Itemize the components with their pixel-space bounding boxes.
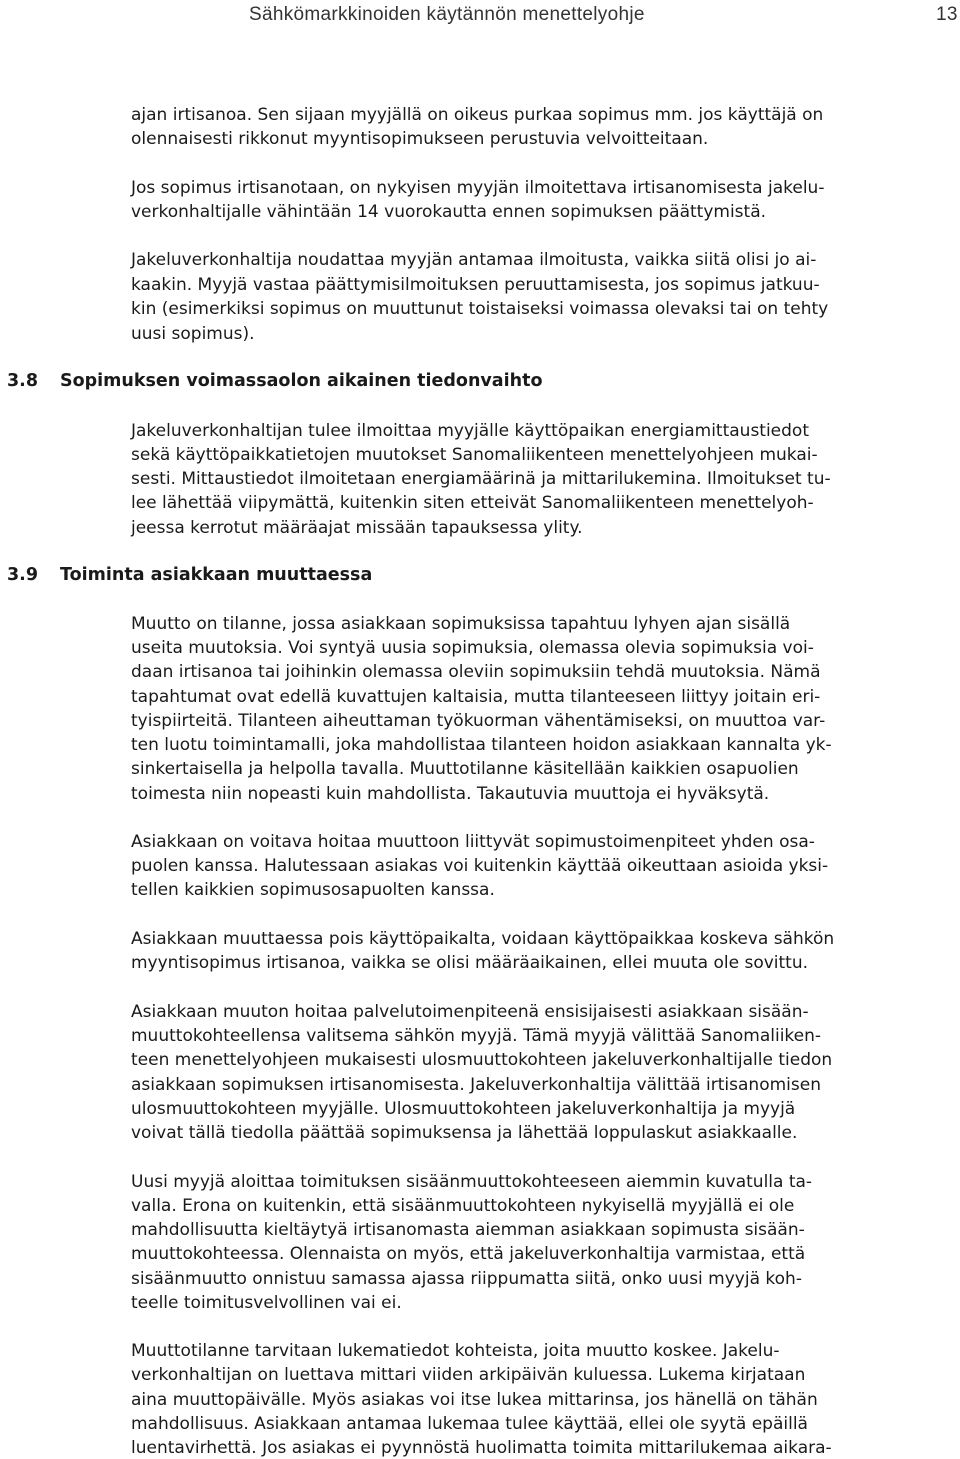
text-line: Muuttotilanne tarvitaan lukematiedot kohteista, joita muutto koskee. Jakelu-: [131, 1341, 780, 1361]
text-line: Asiakkaan muuton hoitaa palvelutoimenpiteenä ensisijaisesti asiakkaan sisään-: [131, 1002, 809, 1022]
text-line: sesti. Mittaustiedot ilmoitetaan energiamäärinä ja mittarilukemina. Ilmoitukset tu-: [131, 469, 831, 489]
text-line: kaakin. Myyjä vastaa päättymisilmoituksen peruuttamisesta, jos sopimus jatkuu-: [131, 275, 820, 295]
text-line: Uusi myyjä aloittaa toimituksen sisäänmuuttokohteeseen aiemmin kuvatulla ta-: [131, 1172, 813, 1192]
section-heading: Sopimuksen voimassaolon aikainen tiedonvaihto: [60, 371, 543, 391]
text-line: olennaisesti rikkonut myyntisopimukseen perustuvia velvoitteitaan.: [131, 129, 709, 149]
text-line: ulosmuuttokohteen myyjälle. Ulosmuuttokohteen jakeluverkonhaltija ja myyjä: [131, 1099, 796, 1119]
section-number: 3.8: [7, 371, 39, 391]
text-line: Jakeluverkonhaltija noudattaa myyjän antamaa ilmoitusta, vaikka siitä olisi jo ai-: [131, 250, 817, 270]
text-line: muuttokohteessa. Olennaista on myös, että jakeluverkonhaltija varmistaa, että: [131, 1244, 806, 1264]
text-line: Asiakkaan on voitava hoitaa muuttoon liittyvät sopimustoimenpiteet yhden osa-: [131, 832, 815, 852]
text-line: myyntisopimus irtisanoa, vaikka se olisi määräaikainen, ellei muuta ole sovittu.: [131, 953, 809, 973]
text-line: jeessa kerrotut määräajat missään tapauksessa ylity.: [131, 518, 583, 538]
text-line: luentavirhettä. Jos asiakas ei pyynnöstä huolimatta toimita mittarilukemaa aikara-: [131, 1438, 832, 1458]
text-line: mahdollisuutta kieltäytyä irtisanomasta aiemman asiakkaan sopimusta sisään-: [131, 1220, 805, 1240]
document-title: Sähkömarkkinoiden käytännön menettelyohje: [249, 4, 645, 25]
text-line: puolen kanssa. Halutessaan asiakas voi kuitenkin käyttää oikeuttaan asioida yksi-: [131, 856, 829, 876]
text-line: verkonhaltijalle vähintään 14 vuorokautta ennen sopimuksen päättymistä.: [131, 202, 767, 222]
text-line: tellen kaikkien sopimusosapuolten kanssa.: [131, 880, 495, 900]
text-line: asiakkaan sopimuksen irtisanomisesta. Jakeluverkonhaltija välittää irtisanomisen: [131, 1075, 821, 1095]
page-number: 13: [936, 4, 958, 25]
text-line: lee lähettää viipymättä, kuitenkin siten etteivät Sanomaliikenteen menettelyoh-: [131, 493, 814, 513]
text-line: sekä käyttöpaikkatietojen muutokset Sanomaliikenteen menettelyohjeen mukai-: [131, 445, 818, 465]
text-line: daan irtisanoa tai joihinkin olemassa oleviin sopimuksiin tehdä muutoksia. Nämä: [131, 662, 821, 682]
text-line: tyispiirteitä. Tilanteen aiheuttaman työkuorman vähentämiseksi, on muuttoa var-: [131, 711, 826, 731]
text-line: ajan irtisanoa. Sen sijaan myyjällä on oikeus purkaa sopimus mm. jos käyttäjä on: [131, 105, 824, 125]
section-heading: Toiminta asiakkaan muuttaessa: [60, 565, 373, 585]
text-line: tapahtumat ovat edellä kuvattujen kaltaisia, mutta tilanteeseen liittyy joitain eri-: [131, 687, 821, 707]
text-line: sisäänmuutto onnistuu samassa ajassa riippumatta siitä, onko uusi myyjä koh-: [131, 1269, 802, 1289]
text-line: sinkertaisella ja helpolla tavalla. Muuttotilanne käsitellään kaikkien osapuolien: [131, 759, 799, 779]
text-line: Muutto on tilanne, jossa asiakkaan sopimuksissa tapahtuu lyhyen ajan sisällä: [131, 614, 791, 634]
text-line: teelle toimitusvelvollinen vai ei.: [131, 1293, 402, 1313]
text-line: valla. Erona on kuitenkin, että sisäänmuuttokohteen nykyisellä myyjällä ei ole: [131, 1196, 795, 1216]
text-line: toimesta niin nopeasti kuin mahdollista. Takautuvia muuttoja ei hyväksytä.: [131, 784, 770, 804]
text-line: Asiakkaan muuttaessa pois käyttöpaikalta, voidaan käyttöpaikkaa koskeva sähkön: [131, 929, 835, 949]
text-line: kin (esimerkiksi sopimus on muuttunut toistaiseksi voimassa olevaksi tai on tehty: [131, 299, 829, 319]
page-header: [0, 0, 960, 32]
text-line: ten luotu toimintamalli, joka mahdollistaa tilanteen hoidon asiakkaan kannalta yk-: [131, 735, 832, 755]
text-line: mahdollisuus. Asiakkaan antamaa lukemaa tulee käyttää, ellei ole syytä epäillä: [131, 1414, 808, 1434]
text-line: aina muuttopäivälle. Myös asiakas voi itse lukea mittarinsa, jos hänellä on tähän: [131, 1390, 818, 1410]
text-line: teen menettelyohjeen mukaisesti ulosmuuttokohteen jakeluverkonhaltijalle tiedon: [131, 1050, 833, 1070]
text-line: verkonhaltijan on luettava mittari viiden arkipäivän kuluessa. Lukema kirjataan: [131, 1365, 806, 1385]
text-line: muuttokohteellensa valitsema sähkön myyjä. Tämä myyjä välittää Sanomaliiken-: [131, 1026, 822, 1046]
text-line: Jos sopimus irtisanotaan, on nykyisen myyjän ilmoitettava irtisanomisesta jakelu-: [131, 178, 825, 198]
section-number: 3.9: [7, 565, 39, 585]
text-line: uusi sopimus).: [131, 324, 255, 344]
text-line: voivat tällä tiedolla päättää sopimuksensa ja lähettää loppulaskut asiakkaalle.: [131, 1123, 798, 1143]
text-line: Jakeluverkonhaltijan tulee ilmoittaa myyjälle käyttöpaikan energiamittaustiedot: [131, 421, 809, 441]
text-line: useita muutoksia. Voi syntyä uusia sopimuksia, olemassa olevia sopimuksia voi-: [131, 638, 814, 658]
